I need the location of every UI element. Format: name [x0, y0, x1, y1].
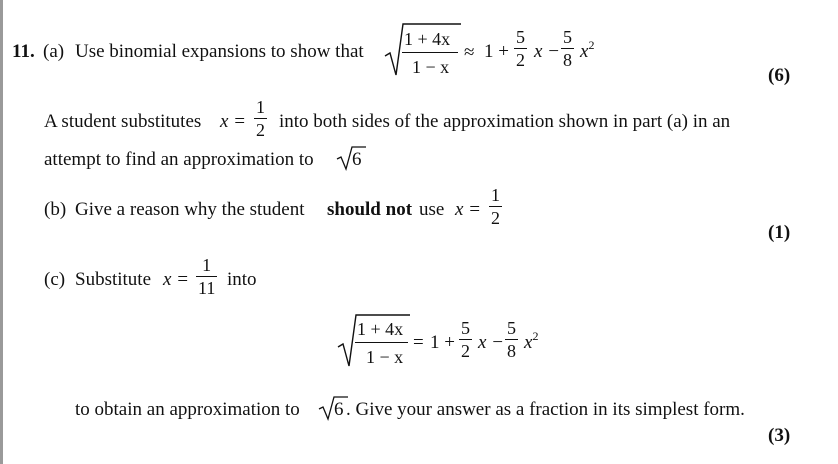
eq-fraction-5-8: $\frac{5}{8}$ [507, 318, 516, 361]
eq-x-minus: x − [478, 332, 505, 353]
sqrt-numerator: 1 + 4x [404, 29, 451, 49]
one-plus: 1 + [484, 41, 509, 62]
part-b-label: (b) [44, 199, 67, 220]
sqrt6-final: 6 [334, 399, 344, 420]
left-margin-bar [0, 0, 3, 464]
marks-a: (6) [768, 65, 791, 86]
final-line-end: . Give your answer as a fraction in its simplest form. [346, 399, 745, 420]
part-b-x-eq: x = [455, 199, 482, 220]
part-c-fraction-1-11: $\frac{1}{11}$ [198, 255, 216, 298]
sqrt6-sign-final [318, 395, 348, 421]
fraction-5-8: $\frac{5}{8}$ [563, 27, 572, 70]
part-c-label: (c) [44, 269, 66, 290]
eq-fraction-bar [355, 342, 408, 343]
sqrt6-intro: 6 [352, 149, 362, 170]
eq-numerator: 1 + 4x [357, 319, 404, 339]
x-squared: $x^2$ [580, 38, 595, 62]
part-a-text: Use binomial expansions to show that [75, 41, 364, 62]
eq-x-squared: $x^2$ [524, 329, 539, 353]
intro-x-eq: x = [220, 111, 247, 132]
intro-line1-start: A student substitutes [44, 111, 202, 132]
part-c-substitute: Substitute [75, 269, 152, 290]
part-b-use: use [419, 199, 445, 220]
fraction-5-2: $\frac{5}{2}$ [516, 27, 525, 70]
intro-fraction-1-2: $\frac{1}{2}$ [256, 97, 265, 140]
sqrt-denominator: 1 − x [412, 57, 450, 77]
sqrt-fraction-bar [402, 52, 458, 53]
approx-sign: ≈ [464, 42, 475, 63]
x-minus: x − [534, 41, 561, 62]
part-b-text-start: Give a reason why the student [75, 199, 305, 220]
sqrt6-sign-intro [336, 145, 366, 171]
eq-fraction-5-2: $\frac{5}{2}$ [461, 318, 470, 361]
part-b-fraction-1-2: $\frac{1}{2}$ [491, 185, 500, 228]
intro-line2: attempt to find an approximation to [44, 149, 314, 170]
final-line-start: to obtain an approximation to [75, 399, 300, 420]
part-b-bold: should not [327, 199, 413, 220]
part-c-x-eq: x = [163, 269, 190, 290]
eq-sign: = [413, 332, 424, 353]
part-a-label: (a) [43, 41, 65, 62]
marks-c: (3) [768, 425, 791, 446]
intro-line1-end: into both sides of the approximation shown in part (a) in an [279, 111, 731, 132]
eq-denominator: 1 − x [366, 347, 404, 367]
eq-one-plus: 1 + [430, 332, 455, 353]
part-c-into: into [227, 269, 257, 290]
marks-b: (1) [768, 222, 791, 243]
question-number: 11. [12, 41, 35, 62]
